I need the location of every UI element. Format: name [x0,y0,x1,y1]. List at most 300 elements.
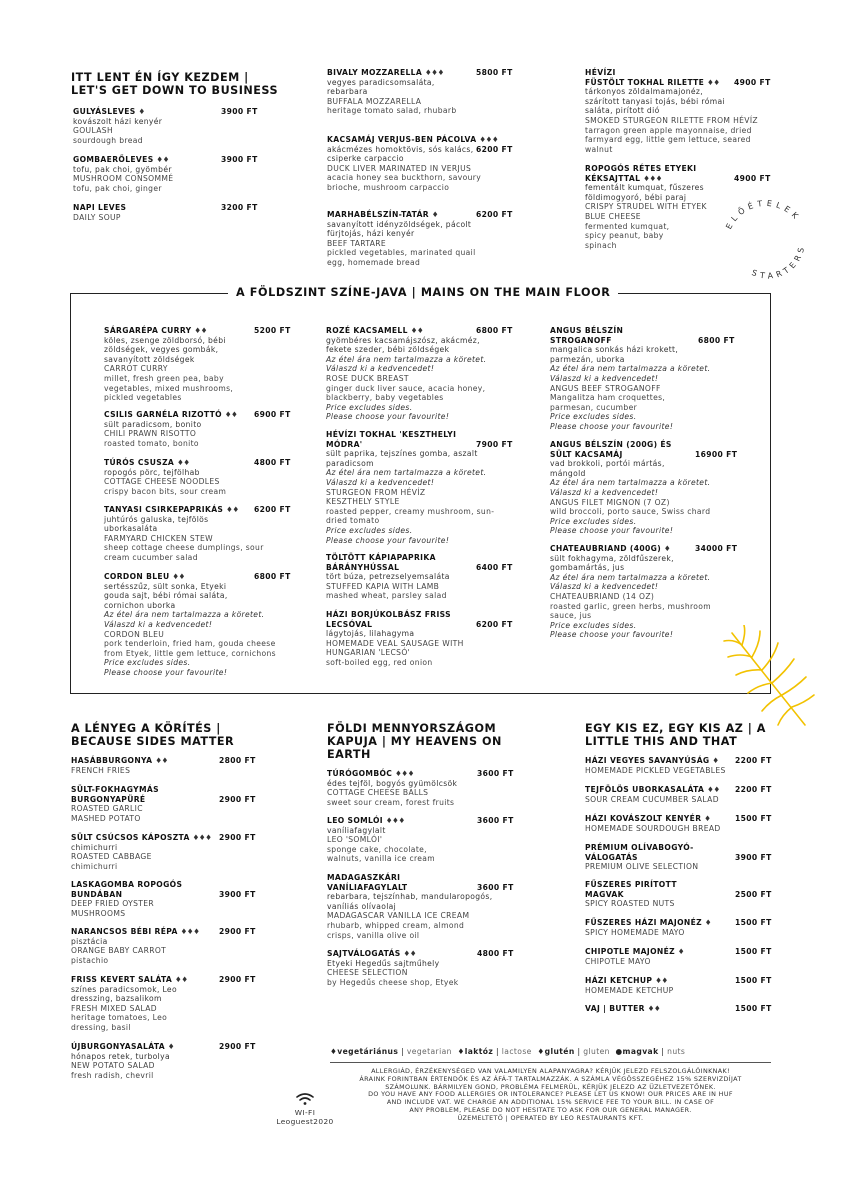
item-price: 6200 FT [476,619,513,629]
item-price: 6400 FT [476,562,513,572]
allergen-icons: ♦♦ [707,785,720,794]
item-note-hu: Az étel ára nem tartalmazza a köretet. [326,354,487,364]
item-name: SÁRGARÉPA CURRY [104,326,192,335]
menu-item-hasab [71,756,261,775]
item-price: 6800 FT [476,326,513,335]
menu-item-stroganoff [550,326,750,432]
menu-item-cordon [104,572,304,678]
item-name-en: CHEESE SELECTION [327,968,408,978]
item-price: 3600 FT [477,882,514,892]
item-name-en: CHATEAUBRIAND (14 OZ) [550,591,655,601]
item-price: 2800 FT [219,756,256,765]
notice-line: ÁRAINK FORINTBAN ÉRTENDŐK ÉS AZ ÁFÁ-T TARTALMAZZÁK. A SZÁMLA VÉGÖSSZEGÉHEZ 15% SZERVIZDÍJAT [359,1074,742,1083]
item-desc-hu: hónapos retek, turbolya [71,1051,170,1061]
item-price: 5200 FT [254,326,291,335]
item-name: LASKAGOMBA ROPOGÓS BUNDÁBAN [71,880,183,899]
item-desc-en: sponge cake, chocolate, walnuts, vanilla ice cream [327,844,436,864]
item-note-hu: Az étel ára nem tartalmazza a köretet. [104,610,265,620]
item-name: ÚJBURGONYASALÁTA [71,1042,166,1051]
allergen-icons: ♦ [138,107,145,116]
item-name-en: SPICY ROASTED NUTS [585,899,675,909]
lactose-icon: ♦ [457,1047,465,1056]
allergen-legend: ♦vegetáriánus | vegetarian ♦laktóz | lactose ♦glutén | gluten ●magvak | nuts [330,1047,686,1056]
item-price: 2900 FT [219,1042,256,1051]
allergen-icons: ♦♦♦ [180,927,200,936]
allergen-icons: ♦ [712,756,719,765]
allergen-icons: ♦♦ [155,756,168,765]
item-name-en: CARROT CURRY [104,364,168,374]
menu-item-savanyu [585,756,775,775]
item-price: 6200 FT [476,210,513,219]
item-name: HASÁBBURGONYA [71,756,153,765]
item-note-en: Please choose your favourite! [104,667,228,677]
item-note-en: Please choose your favourite! [550,526,674,536]
allergen-icons: ♦♦ [706,77,720,87]
item-desc-hu: rebarbara, tejszínhab, mandularopogós, vaníliás olívaolaj [327,892,493,911]
item-price: 6900 FT [254,410,291,419]
item-price: 3900 FT [221,107,258,116]
menu-item-friss [71,975,261,1033]
item-note-en: Please choose your favourite! [326,535,450,545]
allergen-icons: ♦♦♦ [385,816,405,825]
item-name: ROPOGÓS RÉTES ETYEKI KÉKSAJTTAL [585,164,697,183]
menu-item-bivaly [327,68,517,116]
item-desc-hu: lágytojás, lilahagyma [326,629,415,639]
item-desc-en: roasted pepper, creamy mushroom, sun-dried tomato [326,506,495,526]
allergen-icons: ♦♦ [172,572,185,581]
item-name-en: DUCK LIVER MARINATED IN VERJUS [327,163,472,173]
item-name-en: MADAGASCAR VANILLA ICE CREAM [327,911,470,921]
starters-circular-mark [718,192,814,288]
menu-item-repa [71,927,261,965]
menu-item-gulyas [73,107,263,145]
menu-item-oliva [585,843,775,872]
item-price: 3200 FT [221,203,258,212]
item-name-en: FRESH MIXED SALAD [71,1003,157,1013]
allergen-icons: ♦♦ [224,410,238,419]
item-desc-en: pickled vegetables, marinated quail egg, homemade bread [327,248,476,267]
item-name-en: COTTAGE CHEESE NOODLES [104,477,220,487]
item-name: FŰSZERES PIRÍTOTT MAGVAK [585,880,677,899]
item-name: FŰSZERES HÁZI MAJONÉZ [585,918,702,927]
item-desc-hu: tört búza, petrezselyemsaláta [326,572,450,582]
item-name: TEJFÖLÖS UBORKASALÁTA [585,785,705,794]
palm-leaf-decoration [720,625,820,735]
menu-item-napi [73,203,263,222]
item-price: 1500 FT [735,976,772,985]
item-desc-hu: sült fokhagyma, zöldfűszerek, gombamártás, jus [550,553,674,573]
menu-item-tatar [327,210,513,268]
item-name: HÁZI VEGYES SAVANYÚSÁG [585,756,710,765]
item-price: 2500 FT [735,889,772,899]
legend-glu-en: gluten [583,1047,610,1056]
allergen-icons: ♦♦♦ [192,833,212,842]
item-name-en: MUSHROOM CONSOMMÉ [73,174,174,184]
menu-item-rilette [585,68,775,154]
item-desc-hu: köles, zsenge zöldborsó, bébi zöldségek, vegyes gombák, savanyított zöldségek [104,335,226,364]
item-name-en: SPICY HOMEMADE MAYO [585,927,685,937]
item-name-en: BEEF TARTARE [327,238,387,248]
gluten-icon: ♦ [537,1047,545,1056]
item-price: 1500 FT [735,1004,772,1013]
section-title-extras: EGY KIS EZ, EGY KIS AZ | A LITTLE THIS AND THAT [585,722,766,748]
item-name-en: ROASTED CABBAGE [71,852,152,862]
notice-line: DO YOU HAVE ANY FOOD ALLERGIES OR INTOLERANCE? PLEASE LET US KNOW! OUR PRICES ARE IN HUF [368,1090,733,1099]
item-price: 2200 FT [735,785,772,794]
item-name: TÚRÓS CSUSZA [104,458,175,467]
menu-item-kapia [326,553,526,601]
item-note-en: Please choose your favourite! [550,421,674,431]
item-name-en: CORDON BLEU [104,629,165,639]
item-desc-hu: fementált kumquat, fűszeres földimogyoró, bébi paraj [585,183,704,202]
menu-item-kaposzta [71,833,261,871]
allergen-icons: ♦♦ [174,975,188,984]
item-desc-en: sweet sour cream, forest fruits [327,797,455,807]
allergen-icons: ♦♦ [156,155,169,164]
item-name: CHATEAUBRIAND (400G) [550,544,662,553]
item-name-en: CRISPY STRUDEL WITH ETYEK BLUE CHEESE [585,202,707,221]
starters-mark-en: STARTERS [750,243,807,281]
item-price: 2900 FT [219,975,256,984]
item-desc-en: fresh radish, chevril [71,1070,154,1080]
legend-veg-hu: vegetáriánus [337,1047,399,1056]
item-desc-hu: kovászolt házi kenyér [73,116,163,126]
section-title-desserts: FÖLDI MENNYORSZÁGOM KAPUJA | MY HEAVENS ON EARTH [327,722,502,761]
allergen-icons: ♦♦ [226,505,239,514]
item-note-hu: Válaszd ki a kedvencedet! [550,582,659,592]
item-name: SÜLT-FOKHAGYMÁS BURGONYAPÜRÉ [71,785,159,804]
menu-item-kenyer [585,814,775,833]
item-desc-hu: juhtúrós galuska, tejfölös uborkasaláta [104,514,209,534]
legend-glu-hu: glutén [544,1047,575,1056]
item-name: NAPI LEVES [73,203,127,212]
item-name: BIVALY MOZZARELLA [327,68,423,77]
menu-item-roze [326,326,526,422]
item-name-en: FARMYARD CHICKEN STEW [104,533,214,543]
item-price: 34000 FT [695,544,738,553]
allergen-icons: ♦♦ [655,976,668,985]
item-name: PRÉMIUM OLÍVABOGYÓ-VÁLOGATÁS [585,843,694,862]
item-name-en: NEW POTATO SALAD [71,1061,155,1071]
notice-line: SZÁMOLUNK. BÁRMILYEN GOND, PROBLÉMA FELMERÜL, KÉRJÜK JELEZD AZ ÜZLETVEZETŐNEK. [385,1082,716,1091]
item-note-hu: Válaszd ki a kedvencedet! [104,619,213,629]
item-name: KACSAMÁJ VERJUS-BEN PÁCOLVA [327,135,477,144]
item-name-en: SOUR CREAM CUCUMBER SALAD [585,794,719,804]
item-name: CSILIS GARNÉLA RIZOTTÓ [104,410,222,419]
item-price: 6800 FT [698,335,735,345]
item-desc-en: heritage tomatoes, Leo dressing, basil [71,1013,168,1032]
item-desc-en: heritage tomato salad, rhubarb [327,106,457,116]
item-name: VAJ | BUTTER [585,1004,645,1013]
item-name-en: HOMEMADE SOURDOUGH BREAD [585,823,721,833]
item-price: 3600 FT [477,769,514,778]
item-price: 3600 FT [477,816,514,825]
notice-line: AND INCLUDE VAT. WE CHARGE AN ADDITIONAL 15% SERVICE FEE TO YOUR BILL. IN CASE OF [386,1098,715,1107]
item-note-hu: Az étel ára nem tartalmazza a köretet. [326,468,487,478]
item-price: 4900 FT [734,173,771,183]
menu-item-chipotle [585,947,775,966]
item-name-en: LEO 'SOMLÓI' [327,835,383,845]
allergen-icons: ♦♦ [410,326,424,335]
item-desc-hu: sült paradicsom, bonito [104,419,202,429]
item-name: CORDON BLEU [104,572,170,581]
item-desc-en: sourdough bread [73,135,143,145]
item-desc-hu: akácmézes homoktövis, sós kalács, csiperke carpaccio [327,144,474,164]
item-desc-hu: vad brokkoli, portói mártás, mángold [550,459,665,478]
menu-item-uborka [585,785,775,804]
menu-item-laska [71,880,261,918]
item-desc-hu: vegyes paradicsomsaláta, rebarbara [327,77,435,97]
notice-line: ÜZEMELTETŐ | OPERATED BY LEO RESTAURANTS KFT. [457,1113,644,1122]
item-name: FRISS KEVERT SALÁTA [71,975,173,984]
nuts-icon: ● [615,1047,623,1056]
item-desc-en: fermented kumquat, spicy peanut, baby spinach [585,221,670,250]
item-note-hu: Válaszd ki a kedvencedet! [550,487,659,497]
item-name: TÚRÓGOMBÓC [327,769,393,778]
item-name: FÜSTÖLT TOKHAL RILETTE [585,77,705,87]
item-price: 16900 FT [695,449,738,459]
item-note-en: Price excludes sides. [326,402,413,412]
item-name-en: ORANGE BABY CARROT [71,946,167,956]
allergen-icons: ♦ [663,544,671,553]
item-name: CHIPOTLE MAJONÉZ [585,947,675,956]
item-name: MARHABÉLSZÍN-TATÁR [327,210,430,219]
item-note-hu: Válaszd ki a kedvencedet! [550,373,659,383]
legend-nut-hu: magvak [622,1047,659,1056]
item-note-hu: Válaszd ki a kedvencedet! [326,364,435,374]
item-name-en: ANGUS FILET MIGNON (7 OZ) [550,497,670,507]
allergen-icons: ♦♦♦ [643,173,662,183]
item-name: HÁZI KOVÁSZOLT KENYÉR [585,814,702,823]
wifi-icon [295,1092,315,1106]
item-note-hu: Az étel ára nem tartalmazza a köretet. [550,364,711,374]
item-name: MADAGASZKÁRI VANÍLIAFAGYLALT [327,873,408,892]
item-desc-en: Mangalitza ham croquettes, parmesan, cucumber [550,393,666,412]
item-name: ANGUS BÉLSZÍN STROGANOFF [550,326,624,345]
item-name-prefix: HÉVÍZI [585,68,616,77]
wifi-label: WI-FI [294,1108,316,1117]
item-note-hu: Az étel ára nem tartalmazza a köretet. [550,572,711,582]
item-desc-en: pistachio [71,955,109,965]
item-name-en: ROSE DUCK BREAST [326,373,409,383]
item-price: 3900 FT [219,889,256,899]
menu-item-gomba [73,155,263,193]
menu-item-paprikas [104,505,304,563]
item-name: TÖLTÖTT KÁPIAPAPRIKA BÁRÁNYHÚSSAL [326,553,436,572]
legend-veg-en: vegetarian [406,1047,452,1056]
menu-item-kacsamaj [327,135,513,193]
item-price: 1500 FT [735,918,772,927]
item-name-en: HOMEMADE PICKLED VEGETABLES [585,765,726,775]
item-name-en: HOMEMADE VEAL SAUSAGE WITH HUNGARIAN 'LECSÓ' [326,638,464,658]
item-name-en: STURGEON FROM HÉVÍZ KESZTHELY STYLE [326,487,426,507]
item-desc-hu: vaníliafagylalt [327,825,386,835]
allergy-service-notice [330,1068,771,1123]
item-name: ROZÉ KACSAMELL [326,326,408,335]
item-desc-hu: pisztácia [71,936,108,946]
item-note-en: Price excludes sides. [326,525,413,535]
item-desc-hu: gyömbéres kacsamájszósz, akácméz, fekete szeder, bébi zöldségek [326,335,480,355]
item-desc-en: millet, fresh green pea, baby vegetables, mixed mushrooms, pickled vegetables [104,373,234,403]
item-note-en: Price excludes sides. [104,658,191,668]
item-name: HÁZI KETCHUP [585,976,653,985]
menu-item-somloi [327,816,517,864]
menu-item-vaj [585,1004,775,1014]
item-price: 7900 FT [476,439,513,449]
item-desc-en: sheep cottage cheese dumplings, sour cream cucumber salad [104,543,264,562]
item-name-en: CHIPOTLE MAYO [585,956,651,966]
item-desc-en: mashed wheat, parsley salad [326,591,447,601]
item-desc-en: rhubarb, whipped cream, almond crisps, vanilla olive oil [327,920,465,940]
menu-item-turogomboc [327,769,517,807]
item-name-en: DAILY SOUP [73,212,121,222]
legend-nut-en: nuts [667,1047,686,1056]
footer-divider [330,1062,771,1063]
item-desc-hu: színes paradicsomok, Leo dresszing, bazsalikom [71,984,177,1004]
menu-item-garnela [104,410,304,448]
item-name-en: PREMIUM OLIVE SELECTION [585,862,699,872]
item-price: 4900 FT [734,77,771,87]
item-name-en: SMOKED STURGEON RILETTE FROM HÉVÍZ [585,115,758,125]
item-price: 6200 FT [254,505,291,514]
notice-line: ANY PROBLEM, PLEASE DO NOT HESITATE TO ASK FOR OUR GENERAL MANAGER. [409,1105,692,1114]
item-desc-hu: chimichurri [71,842,118,852]
menu-item-ketchup [585,976,775,995]
item-desc-en: soft-boiled egg, red onion [326,657,433,667]
item-name: SÜLT CSÚCSOS KÁPOSZTA [71,833,190,842]
allergen-icons: ♦♦♦ [424,68,444,77]
item-price: 3900 FT [735,852,772,862]
item-name: HÉVÍZI TOKHAL 'KESZTHELYI MÓDRA' [326,430,457,449]
allergen-icons: ♦ [167,1042,175,1051]
item-name-en: STUFFED KAPIA WITH LAMB [326,581,440,591]
item-price: 6800 FT [254,572,291,581]
allergen-icons: ♦♦ [647,1004,661,1013]
item-name-en: COTTAGE CHEESE BALLS [327,788,429,798]
item-note-en: Please choose your favourite! [326,412,450,422]
item-desc-en: chimichurri [71,861,118,871]
item-price: 2900 FT [219,833,256,842]
item-note-en: Please choose your favourite! [550,630,674,640]
item-price: 2900 FT [219,927,256,936]
item-desc-hu: ropogós pörc, tejfölhab [104,467,200,477]
allergen-icons: ♦ [704,918,712,927]
wifi-ssid: Leoguest2020 [276,1117,334,1126]
item-name: TANYASI CSIRKEPAPRIKÁS [104,505,224,514]
item-price: 5800 FT [476,68,513,77]
legend-lac-en: lactose [501,1047,532,1056]
allergen-icons: ♦♦ [403,949,417,958]
item-name-en: HOMEMADE KETCHUP [585,985,674,995]
item-price: 1500 FT [735,947,772,956]
notice-line: ALLERGIÁD, ÉRZÉKENYSÉGED VAN VALAMILYEN ALAPANYAGRA? KÉRJÜK JELEZD FELSZOLGÁLÓINKNAK! [371,1067,730,1075]
item-name: NARANCSOS BÉBI RÉPA [71,927,178,936]
item-desc-en: roasted tomato, bonito [104,438,199,448]
item-name-en: ANGUS BEEF STROGANOFF [550,383,661,393]
item-desc-en: wild broccoli, porto sauce, Swiss chard [550,507,711,517]
item-price: 2900 FT [219,794,256,804]
item-desc-hu: mangalica sonkás házi krokett, parmezán, uborka [550,345,679,364]
section-title-sides: A LÉNYEG A KÖRÍTÉS | BECAUSE SIDES MATTER [71,722,235,748]
item-desc-en: crispy bacon bits, sour cream [104,486,227,496]
item-name: LEO SOMLÓI [327,816,383,825]
section-title-starters: ITT LENT ÉN ÍGY KEZDEM | LET'S GET DOWN TO BUSINESS [71,71,279,97]
item-desc-hu: savanyított idényzöldségek, pácolt fürjtojás, házi kenyér [327,219,472,239]
item-price: 6200 FT [476,144,513,154]
item-desc-en: by Hegedűs cheese shop, Etyek [327,977,459,987]
menu-item-angus200 [550,440,750,536]
item-desc-en: acacia honey sea buckthorn, savoury brioche, mushroom carpaccio [327,173,482,192]
item-price: 3900 FT [221,155,258,164]
menu-item-kolbasz [326,610,526,668]
menu-item-sajt [327,949,517,987]
item-name-en: CHILI PRAWN RISOTTO [104,429,197,439]
item-price: 4800 FT [254,458,291,467]
item-desc-hu: édes tejföl, bogyós gyümölcsök [327,778,458,788]
item-name-en: DEEP FRIED OYSTER MUSHROOMS [71,899,155,918]
menu-item-tokhal [326,430,526,545]
item-desc-hu: tofu, pak choi, gyömbér [73,164,172,174]
menu-item-pure [71,785,261,823]
item-desc-hu: tárkonyos zöldalmamajonéz, szárított tanyasi tojás, bébi római saláta, pirított dió [585,87,725,116]
menu-item-majonez [585,918,775,937]
menu-item-ujburg [71,1042,261,1080]
allergen-icons: ♦♦♦ [394,769,414,778]
item-desc-en: tofu, pak choi, ginger [73,183,162,193]
item-desc-hu: Etyeki Hegedűs sajtműhely [327,958,440,968]
item-name: GULYÁSLEVES [73,107,136,116]
item-name-en: BUFFALA MOZZARELLA [327,96,422,106]
item-desc-en: ginger duck liver sauce, acacia honey, blackberry, baby vegetables [326,383,486,403]
item-name: ANGUS BÉLSZÍN (200G) ÉS SÜLT KACSAMÁJ [550,440,672,459]
item-price: 2200 FT [735,756,772,765]
allergen-icons: ♦ [704,814,711,823]
allergen-icons: ♦♦♦ [479,135,499,144]
item-name: SAJTVÁLOGATÁS [327,949,401,958]
menu-item-madagaszkar [327,873,517,940]
item-desc-hu: sertésszűz, sült sonka, Etyeki gouda sajt, bébi római saláta, cornichon uborka [104,581,228,610]
item-price: 4800 FT [477,949,514,958]
item-price: 1500 FT [735,814,772,823]
item-note-en: Price excludes sides. [550,412,637,422]
item-note-hu: Az étel ára nem tartalmazza a köretet. [550,478,711,488]
menu-item-curry [104,326,304,403]
item-desc-hu: sült paprika, tejszínes gomba, aszalt paradicsom [326,449,478,468]
wifi-info [270,1092,340,1126]
menu-item-magvak [585,880,775,909]
item-desc-en: pork tenderloin, fried ham, gouda cheese from Etyek, little gem lettuce, cornichons [104,639,276,658]
item-name-en: GOULASH [73,126,113,136]
item-name-en: FRENCH FRIES [71,765,131,775]
legend-lac-hu: laktóz [464,1047,494,1056]
allergen-icons: ♦♦ [176,458,190,467]
item-note-en: Price excludes sides. [550,516,637,526]
menu-item-csusza [104,458,304,496]
item-name-en: ROASTED GARLIC MASHED POTATO [71,804,143,823]
item-name: HÁZI BORJÚKOLBÁSZ FRISS LECSÓVAL [326,610,451,629]
allergen-icons: ♦ [431,210,439,219]
allergen-icons: ♦ [677,947,685,956]
item-desc-en: roasted garlic, green herbs, mushroom sauce, jus [550,601,712,621]
allergen-icons: ♦♦ [194,326,207,335]
item-note-hu: Válaszd ki a kedvencedet! [326,477,435,487]
starters-mark-hu: ELŐÉTELEK [724,198,803,231]
item-desc-en: tarragon green apple mayonnaise, dried farmyard egg, little gem lettuce, seared walnut [585,125,752,154]
section-title-mains: A FÖLDSZINT SZÍNE-JAVA | MAINS ON THE MAIN FLOOR [228,286,618,299]
item-name: GOMBAERŐLEVES [73,155,154,164]
vegetarian-icon: ♦ [330,1047,338,1056]
item-note-en: Price excludes sides. [550,620,637,630]
